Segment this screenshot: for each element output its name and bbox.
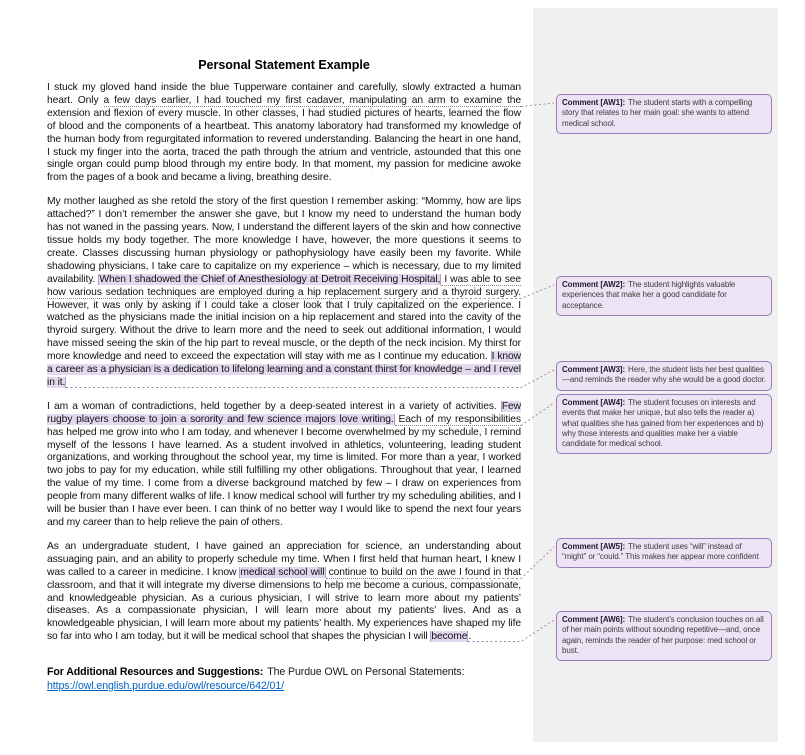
- purdue-owl-link[interactable]: https://owl.english.purdue.edu/owl/resource/642/01/: [47, 679, 284, 692]
- resources-text: The Purdue OWL on Personal Statements:: [267, 666, 465, 679]
- resources-label: For Additional Resources and Suggestions:: [47, 666, 264, 679]
- text-run: surgery and a thyroid surgery. However, it was only by asking if I could take a closer look that I truly capitalized on the experience. I watched as the physicians made the initial incision on a hip replacement and stared into the cavity of the thyroid surgery. Without the drive to learn more and the need to seek out additional information, I would have missed seeing the skin of the hip part to reveal muscle, or the depth of the neck incision. My thirst for more knowledge and need to exceed the expectation will stay with me as I continue my education.: [47, 286, 521, 363]
- text-run: found in that classroom, and that it will integrate my diverse dimensions to help me become a curious, compassionate, and knowledgeable physician. As a curious physician, I will strive to learn more about my patients’ diseases. As a compassionate physician, I will learn more about my patients’ lives. And as a knowledgeable physician, I will learn more about my patients’ health. My experiences have shaped my life so far into who I am today, but it will be medical school that shapes the physician I will: [47, 566, 521, 643]
- comment-text: The student uses “will” instead of “might” or “could.” This makes her appear more confident: [562, 542, 759, 562]
- comment-balloon-aw3[interactable]: [556, 361, 772, 391]
- commented-text-highlight: When I shadowed the Chief of Anesthesiology at Detroit Receiving Hospital,: [99, 273, 441, 285]
- paragraph-contradictions: [47, 401, 521, 530]
- text-run: I am a woman of contradictions, held together by a deep-seated interest in a variety of activities.: [47, 400, 501, 412]
- comment-anchor-text: continue to build on the awe I: [325, 566, 462, 578]
- comment-text: The student focuses on interests and events that make her unique, but also tells the reader a) what qualities she has gained from her experiences and b) why those interests and qualities make her a viable candidate for medical school.: [562, 398, 764, 449]
- comment-balloon-aw6[interactable]: [556, 611, 772, 661]
- comment-text: The student’s conclusion touches on all of her main points without sounding repetitive—and, once again, reminds the reader of her purpose: med school or bust.: [562, 615, 764, 655]
- comment-anchor-text: I was able to see how various sedation techniques are employed during a hip replacement: [47, 273, 521, 298]
- commented-text-highlight: I know a career as a physician is a dedication to lifelong learning and a constant thirst for knowledge – and I revel in it.: [47, 351, 521, 388]
- comment-text: The student highlights valuable experiences that make her a good candidate for acceptance.: [562, 280, 736, 310]
- commented-text-highlight: medical school will: [240, 566, 325, 578]
- comment-anchor-text: a few days earlier, I had touched my first cadaver, manipulating an arm to examine the: [103, 94, 521, 106]
- commented-text-highlight: Few rugby players choose to join a sorority and few science majors love writing.: [47, 400, 521, 425]
- paragraph-knowledge: [47, 196, 521, 390]
- document-content: [47, 58, 521, 694]
- comment-anchor-text: Each of my responsibilities: [394, 413, 521, 425]
- text-run: I stuck my gloved hand inside the blue Tupperware container and carefully, slowly extracted a human heart. Only: [47, 82, 521, 106]
- comment-text: Here, the student lists her best qualities—and reminds the reader why she would be a good doctor.: [562, 365, 766, 385]
- text-run: extension and flexion of every muscle. In other classes, I had studied pictures of hearts, learned the flow of blood and the components of a heartbeat. This anatomy laboratory had transformed my knowledge of the human body from regurgitated information to revered understanding. Balancing the heart in one hand, I stuck my finger into the aorta, traced the path through the atrium and ventricle, astounded that this one single organ could pump blood through my entire body. In that moment, my passion for medicine awoke from the pages of a book and became a living, breathing desire.: [47, 107, 521, 184]
- document-title: Personal Statement Example: [198, 58, 370, 72]
- comment-label: Comment [AW5]:: [562, 542, 626, 551]
- comment-balloon-aw4[interactable]: [556, 394, 772, 454]
- comment-balloon-aw1[interactable]: [556, 94, 772, 134]
- comment-text: The student starts with a compelling story that relates to her main goal: she wants to attend medical school.: [562, 98, 753, 128]
- comment-label: Comment [AW3]:: [562, 365, 626, 374]
- commented-text-highlight: become: [431, 631, 468, 643]
- text-run: .: [468, 631, 472, 643]
- paragraph-intro: [47, 82, 521, 185]
- comment-balloon-aw2[interactable]: [556, 276, 772, 316]
- text-run: My mother laughed as she retold the story of the first question I remember asking: “Mommy, how are lips attached?” I don’t remember the answer she gave, but I know my need to understand the human body has not waned in the passing years. Now, I understand the different layers of the skin and how connective tissue holds my body together. The more knowledge I have, however, the more questions it seems to create. Classes discussing human physiology or pathophysiology have easily been my favorite. While shadowing physicians, I take care to capitalize on my experience – which is necessary, due to my limited availability.: [47, 196, 521, 285]
- comment-label: Comment [AW1]:: [562, 98, 626, 107]
- text-run: As an undergraduate student, I have gained an appreciation for science, an understanding about assuaging pain, and an ability to properly schedule my time. When I first held that human heart, I knew I was called to a career in medicine. I know: [47, 540, 521, 578]
- resources-note: [47, 666, 521, 694]
- text-run: has helped me grow into who I am today, and whenever I become overwhelmed by my schedule, I remind myself of the lessons I have learned. As a student involved in athletics, volunteering, leading student organizations, and working throughout the school year, my time is limited. For more than a year, I worked two jobs to pay for my education, while still fulfilling my other obligations. Throughout that year, I learned the value of my time. I come from a diverse background matched by few – I draw on experiences from people from many different walks of life. I know medical school will further try my scheduling abilities, and I will be busier than I have ever been. I can think of no better way I would like to spend the next four years and my career than to help relieve the pain of others.: [47, 426, 521, 528]
- comment-label: Comment [AW2]:: [562, 280, 626, 289]
- paragraph-conclusion: [47, 541, 521, 644]
- comment-label: Comment [AW4]:: [562, 398, 626, 407]
- comment-label: Comment [AW6]:: [562, 615, 626, 624]
- comment-balloon-aw5[interactable]: [556, 538, 772, 568]
